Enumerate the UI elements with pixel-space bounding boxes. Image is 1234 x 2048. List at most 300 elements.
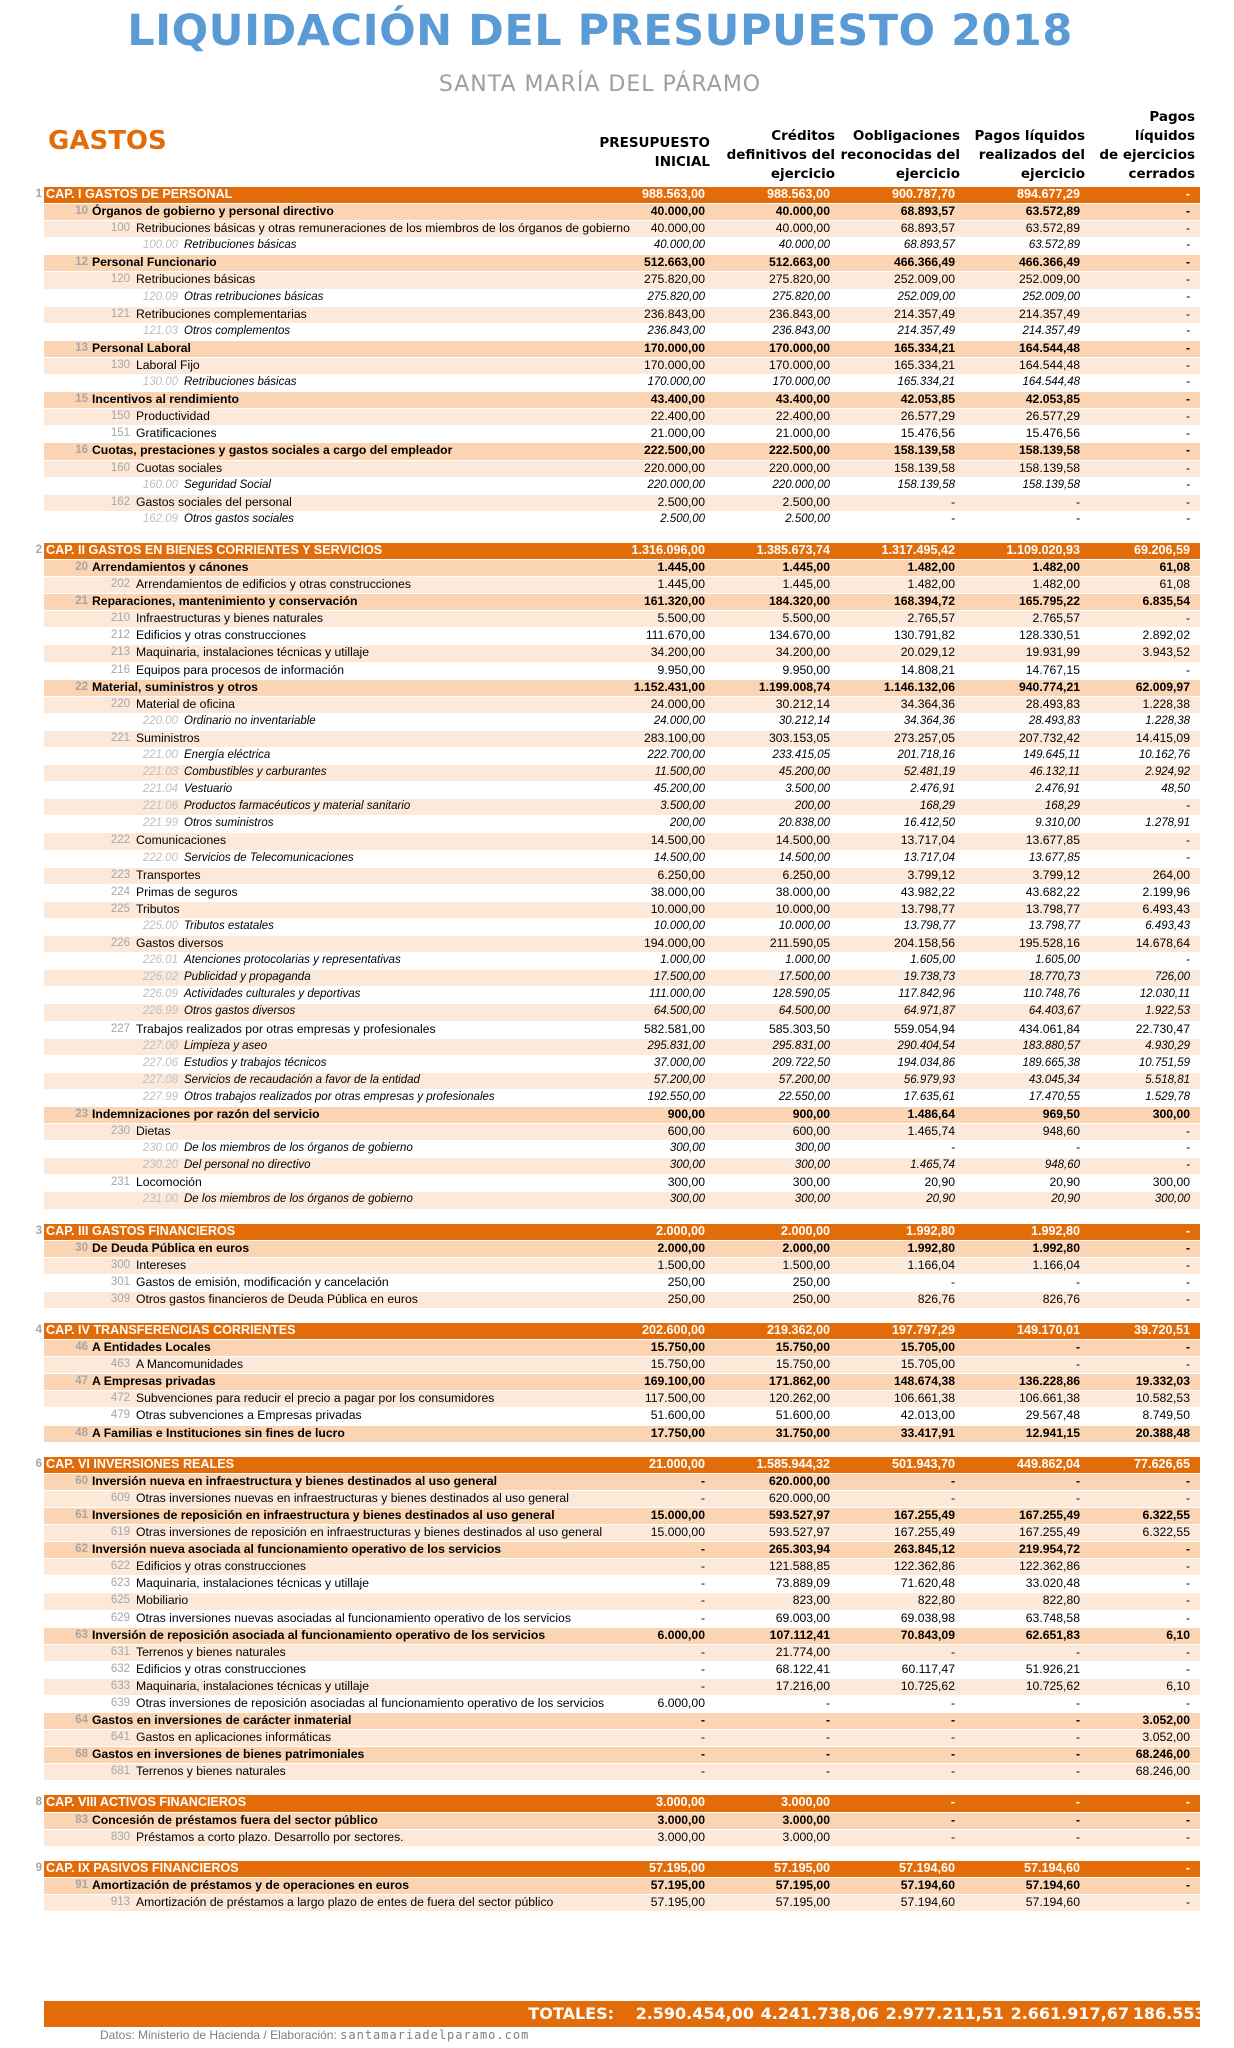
row-label: Servicios de Telecomunicaciones (184, 851, 354, 864)
row-label: Otros gastos sociales (184, 512, 294, 525)
row-code: 8 (35, 1796, 42, 1809)
subconcept-row (0, 323, 1200, 340)
subconcept-row (0, 850, 1200, 867)
row-value: - (1185, 1473, 1190, 1488)
row-value: 988.563,00 (641, 187, 705, 201)
row-value: 900,00 (667, 1106, 705, 1121)
row-value: 26.577,29 (1025, 409, 1080, 424)
row-value: 197.797,29 (891, 1323, 955, 1337)
subconcept-row (0, 1089, 1200, 1106)
row-value: 43.045,34 (1028, 1073, 1080, 1086)
row-value: 1.152.431,00 (633, 679, 705, 694)
header-pagos-liquidos-ejercicio: Pagos líquidos realizados del ejercicio (974, 128, 1085, 182)
row-value: 63.572,89 (1025, 204, 1080, 219)
row-label: Otras retribuciones básicas (184, 290, 324, 303)
row-value: 1.445,00 (657, 577, 705, 592)
row-value: 3.000,00 (657, 1812, 705, 1827)
row-value: 252.009,00 (897, 290, 955, 303)
row-value: 264,00 (1152, 867, 1190, 882)
row-label: CAP. VI INVERSIONES REALES (46, 1456, 235, 1471)
row-value: 4.930,29 (1145, 1039, 1190, 1052)
row-label: Edificios y otras construcciones (136, 1559, 307, 1574)
row-value: - (1186, 290, 1190, 303)
row-value: 68.893,57 (900, 221, 955, 236)
row-value: 200,00 (794, 800, 830, 813)
row-value: 33.417,91 (900, 1425, 955, 1440)
row-code: 202 (110, 578, 130, 591)
row-value: 169.100,00 (644, 1374, 705, 1389)
row-code: 227 (110, 1022, 130, 1035)
row-value: 222.700,00 (647, 749, 705, 761)
row-value: 219.362,00 (766, 1323, 830, 1337)
row-value: 73.889,09 (775, 1576, 830, 1591)
row-value: 121.588,85 (769, 1559, 830, 1574)
row-value: 620.000,00 (769, 1490, 830, 1505)
concept-row (0, 1763, 1200, 1780)
row-value: 1.992,80 (1030, 1223, 1080, 1238)
row-value: - (1186, 800, 1190, 813)
row-value: 15.705,00 (900, 1357, 955, 1372)
row-label: Tributos estatales (184, 919, 274, 932)
row-value: 559.054,94 (894, 1021, 955, 1036)
row-code: 6 (35, 1457, 42, 1470)
row-value: - (950, 1747, 955, 1762)
row-label: Reparaciones, mantenimiento y conservación (92, 594, 358, 609)
row-value: 303.153,05 (769, 730, 830, 745)
row-label: Maquinaria, instalaciones técnicas y utillaje (136, 1678, 370, 1693)
row-value: 22.400,00 (650, 409, 705, 424)
row-value: 263.845,12 (894, 1542, 955, 1557)
row-value: 600,00 (667, 1124, 705, 1139)
row-label: Atenciones protocolarias y representativas (184, 954, 401, 967)
row-value: 167.255,49 (1019, 1507, 1080, 1522)
row-code: 639 (110, 1696, 130, 1709)
row-value: - (1186, 1159, 1190, 1172)
row-value: 14.500,00 (650, 833, 705, 848)
row-value: - (700, 1644, 705, 1659)
row-value: 57.194,60 (900, 1894, 955, 1909)
row-label: Laboral Fijo (136, 357, 200, 372)
row-value: 71.620,48 (900, 1576, 955, 1591)
row-value: - (1185, 443, 1190, 458)
row-value: 10.000,00 (650, 901, 705, 916)
concept-row (0, 494, 1200, 511)
row-code: 226 (110, 937, 130, 950)
row-value: - (1185, 272, 1190, 287)
row-code: 221.04 (142, 783, 178, 796)
row-value: 64.500,00 (653, 1005, 705, 1018)
concept-row (0, 1661, 1200, 1678)
row-value: 6.493,43 (1145, 919, 1190, 932)
row-label: Material de oficina (136, 696, 235, 711)
row-code: 623 (110, 1577, 130, 1590)
row-value: 63.572,89 (1028, 239, 1080, 252)
row-value: 1.500,00 (782, 1257, 830, 1272)
row-label: Infraestructuras y bienes naturales (136, 611, 323, 626)
row-code: 162.09 (142, 512, 178, 525)
row-code: 224 (110, 885, 130, 898)
row-value: 1.166,04 (907, 1257, 955, 1272)
row-code: 10 (75, 205, 88, 218)
header-creditos-definitivos: Créditos definitivos del ejercicio (726, 128, 835, 182)
article-row (0, 1507, 1200, 1524)
row-value: 13.798,77 (1025, 901, 1080, 916)
row-code: 641 (110, 1731, 130, 1744)
row-label: Gastos en inversiones de bienes patrimoniales (92, 1747, 365, 1762)
row-value: 37.000,00 (653, 1056, 705, 1069)
row-value: - (1186, 478, 1190, 491)
row-value: 5.500,00 (782, 611, 830, 626)
row-value: - (700, 1678, 705, 1693)
row-value: 21.774,00 (775, 1644, 830, 1659)
row-value: - (1185, 204, 1190, 219)
row-value: - (1185, 1894, 1190, 1909)
row-value: 165.334,21 (894, 340, 955, 355)
row-value: 252.009,00 (1022, 290, 1080, 303)
row-value: 117.842,96 (898, 988, 955, 1001)
row-value: 148.674,38 (894, 1374, 955, 1389)
totals-value: 2.661.917,67 (1010, 2004, 1129, 2023)
row-value: 194.000,00 (644, 936, 705, 951)
row-value: 33.020,48 (1025, 1576, 1080, 1591)
row-value: - (1186, 512, 1190, 525)
row-value: 275.820,00 (647, 290, 705, 303)
row-value: 290.404,54 (897, 1039, 955, 1052)
row-value: - (700, 1490, 705, 1505)
row-value: 15.750,00 (775, 1357, 830, 1372)
row-value: 56.979,93 (903, 1073, 955, 1086)
article-row (0, 1627, 1200, 1644)
row-label: A Mancomunidades (136, 1357, 244, 1372)
row-code: 9 (35, 1861, 42, 1874)
concept-row (0, 832, 1200, 849)
row-label: Gastos sociales del personal (136, 494, 292, 509)
row-value: 6.000,00 (657, 1627, 705, 1642)
row-code: 227.99 (142, 1090, 178, 1103)
chapter-row (0, 186, 1200, 203)
concept-row (0, 1356, 1200, 1373)
row-label: Otras inversiones nuevas en infraestructuras y bienes destinados al uso general (136, 1490, 569, 1505)
row-value: 117.500,00 (644, 1391, 705, 1406)
row-value: 57.194,60 (1025, 1894, 1080, 1909)
row-value: 15.750,00 (650, 1357, 705, 1372)
row-value: 40.000,00 (775, 221, 830, 236)
concept-row (0, 576, 1200, 593)
row-value: 10.751,59 (1138, 1056, 1190, 1069)
row-value: 295.831,00 (647, 1039, 705, 1052)
row-label: A Empresas privadas (92, 1374, 216, 1389)
subconcept-row (0, 1191, 1200, 1208)
subconcept-row (0, 1072, 1200, 1089)
row-value: 19.738,73 (903, 971, 955, 984)
row-value: 69.038,98 (900, 1610, 955, 1625)
concept-row (0, 1575, 1200, 1592)
row-value: 1.317.495,42 (881, 542, 955, 557)
row-code: 226.99 (142, 1005, 178, 1018)
row-value: - (825, 1730, 830, 1745)
row-value: 1.465,74 (907, 1124, 955, 1139)
row-value: 220.000,00 (647, 478, 705, 491)
row-value: 822,80 (917, 1593, 955, 1608)
row-value: 512.663,00 (644, 255, 705, 270)
row-label: De Deuda Pública en euros (92, 1240, 250, 1255)
row-value: 167.255,49 (1019, 1525, 1080, 1540)
row-code: 301 (110, 1275, 130, 1288)
concept-row (0, 662, 1200, 679)
row-label: Edificios y otras construcciones (136, 1661, 307, 1676)
concept-row (0, 1291, 1200, 1308)
row-value: - (1185, 1340, 1190, 1355)
row-value: - (1185, 1559, 1190, 1574)
row-value: - (1185, 1610, 1190, 1625)
row-value: 1.000,00 (660, 954, 705, 967)
row-value: - (1186, 376, 1190, 389)
row-value: 38.000,00 (650, 884, 705, 899)
row-label: Transportes (136, 867, 201, 882)
row-value: 1.278,91 (1145, 817, 1190, 830)
row-code: 160 (110, 461, 130, 474)
totals-value: 2.590.454,00 (635, 2004, 754, 2023)
row-value: - (950, 1713, 955, 1728)
subconcept-row (0, 1038, 1200, 1055)
row-code: 220.00 (142, 714, 178, 727)
row-value: 219.954,72 (1019, 1542, 1080, 1557)
article-row (0, 391, 1200, 408)
row-value: 275.820,00 (769, 272, 830, 287)
row-label: Retribuciones básicas (184, 239, 297, 252)
row-value: 164.544,48 (1019, 357, 1080, 372)
row-value: 51.600,00 (775, 1408, 830, 1423)
row-value: 68.246,00 (1135, 1764, 1190, 1779)
row-value: 948,60 (1042, 1124, 1080, 1139)
row-label: CAP. VIII ACTIVOS FINANCIEROS (46, 1795, 247, 1810)
subconcept-row (0, 918, 1200, 935)
row-label: Otros gastos financieros de Deuda Pública en euros (136, 1291, 418, 1306)
row-value: 3.000,00 (782, 1829, 830, 1844)
row-value: - (1075, 1695, 1080, 1710)
row-value: 28.493,83 (1028, 714, 1080, 727)
concept-row (0, 1729, 1200, 1746)
row-value: 170.000,00 (644, 357, 705, 372)
row-value: 969,50 (1042, 1106, 1080, 1121)
concept-row (0, 425, 1200, 442)
row-value: 1.199.008,74 (758, 679, 830, 694)
row-value: 57.195,00 (773, 1860, 830, 1875)
row-value: 17.635,61 (903, 1090, 955, 1103)
row-label: Gastos en aplicaciones informáticas (136, 1730, 332, 1745)
article-row (0, 442, 1200, 459)
row-value: 2.000,00 (780, 1223, 830, 1238)
row-value: - (1185, 1257, 1190, 1272)
row-value: 158.139,58 (1022, 478, 1080, 491)
row-value: - (700, 1576, 705, 1591)
row-value: - (1185, 1829, 1190, 1844)
row-label: Publicidad y propaganda (184, 971, 311, 984)
row-code: 150 (110, 410, 130, 423)
row-value: 128.330,51 (1019, 628, 1080, 643)
row-value: 20,90 (1051, 1193, 1080, 1206)
row-value: 1.228,38 (1145, 714, 1190, 727)
row-label: Otras inversiones de reposición asociadas al funcionamiento operativo de los servicios (136, 1695, 605, 1710)
row-value: 57.194,60 (898, 1860, 955, 1875)
row-label: Actividades culturales y deportivas (184, 988, 361, 1001)
row-value: 192.550,00 (647, 1090, 705, 1103)
row-value: 202.600,00 (641, 1323, 705, 1337)
row-value: 252.009,00 (894, 272, 955, 287)
row-label: Productos farmacéuticos y material sanitario (184, 800, 411, 813)
row-value: - (1075, 1730, 1080, 1745)
row-value: 222.500,00 (644, 443, 705, 458)
row-value: 21.000,00 (650, 426, 705, 441)
row-value: 15.750,00 (650, 1340, 705, 1355)
row-value: 19.931,99 (1025, 645, 1080, 660)
row-value: 183.880,57 (1022, 1039, 1080, 1052)
row-value: 136.228,86 (1019, 1374, 1080, 1389)
row-value: 826,76 (917, 1291, 955, 1306)
row-value: 6.250,00 (657, 867, 705, 882)
row-value: - (1075, 1357, 1080, 1372)
row-value: 10.000,00 (653, 919, 705, 932)
row-value: 5.518,81 (1145, 1073, 1190, 1086)
row-value: 1.482,00 (1032, 559, 1080, 574)
row-value: 57.194,60 (900, 1877, 955, 1892)
row-value: - (950, 1829, 955, 1844)
row-code: 120.09 (142, 290, 178, 303)
row-value: 3.500,00 (660, 800, 705, 813)
row-value: 6,10 (1166, 1678, 1190, 1693)
row-value: 170.000,00 (647, 376, 705, 389)
row-value: 20,90 (926, 1193, 955, 1206)
row-code: 91 (75, 1878, 88, 1891)
row-label: Productividad (136, 409, 210, 424)
spacer-row (0, 528, 1200, 542)
totals-row (44, 2001, 1234, 2027)
subconcept-row (0, 781, 1200, 798)
row-value: 52.481,19 (903, 766, 955, 779)
row-value: 236.843,00 (647, 324, 705, 337)
row-value: 2.500,00 (657, 494, 705, 509)
row-value: 24.000,00 (650, 696, 705, 711)
row-value: 200,00 (669, 817, 705, 830)
row-value: 220.000,00 (644, 460, 705, 475)
row-value: 21.000,00 (775, 426, 830, 441)
row-value: 6.835,54 (1142, 594, 1190, 609)
row-code: 100.00 (142, 239, 178, 252)
row-value: 1.992,80 (1032, 1240, 1080, 1255)
spacer-row (0, 1209, 1200, 1223)
row-code: 162 (110, 495, 130, 508)
row-value: 822,80 (1042, 1593, 1080, 1608)
row-label: CAP. I GASTOS DE PERSONAL (46, 187, 233, 201)
row-value: 14.500,00 (778, 851, 830, 864)
row-value: 170.000,00 (769, 340, 830, 355)
row-value: 22.550,00 (778, 1090, 830, 1103)
row-value: 201.718,16 (897, 749, 955, 761)
row-value: 69.003,00 (775, 1610, 830, 1625)
row-value: 57.195,00 (648, 1860, 705, 1875)
row-value: 250,00 (792, 1291, 830, 1306)
source-site: santamariadelparamo.com (340, 2028, 530, 2042)
concept-row (0, 1390, 1200, 1407)
row-value: 1.000,00 (785, 954, 830, 967)
row-code: 68 (75, 1748, 88, 1761)
concept-row (0, 306, 1200, 323)
row-code: 213 (110, 646, 130, 659)
row-value: 194.034,86 (897, 1056, 955, 1069)
row-value: 122.362,86 (894, 1559, 955, 1574)
row-code: 221.03 (142, 766, 178, 779)
row-value: 15.750,00 (775, 1340, 830, 1355)
article-row (0, 1106, 1200, 1123)
row-value: 68.122,41 (775, 1661, 830, 1676)
row-value: - (950, 1473, 955, 1488)
row-value: 207.732,42 (1019, 730, 1080, 745)
row-value: 171.862,00 (769, 1374, 830, 1389)
row-value: 449.862,04 (1016, 1456, 1080, 1471)
row-code: 230.00 (142, 1142, 178, 1155)
row-value: 168.394,72 (894, 594, 955, 609)
row-code: 226.09 (142, 988, 178, 1001)
row-value: 13.798,77 (900, 901, 955, 916)
row-value: 120.262,00 (769, 1391, 830, 1406)
row-value: 17.216,00 (775, 1678, 830, 1693)
row-value: 42.013,00 (900, 1408, 955, 1423)
page-subtitle: SANTA MARÍA DEL PÁRAMO (438, 72, 762, 97)
subconcept-row (0, 289, 1200, 306)
row-value: - (1185, 1223, 1190, 1238)
row-value: 31.750,00 (775, 1425, 830, 1440)
row-label: Inversión nueva en infraestructura y bienes destinados al uso general (92, 1473, 498, 1488)
row-code: 62 (75, 1543, 88, 1556)
row-label: Arrendamientos de edificios y otras construcciones (136, 577, 412, 592)
row-value: 57.195,00 (775, 1877, 830, 1892)
row-code: 619 (110, 1526, 130, 1539)
row-value: 57.194,60 (1025, 1877, 1080, 1892)
row-value: 1.486,64 (907, 1106, 955, 1121)
row-code: 221.99 (142, 817, 178, 830)
row-value: 158.139,58 (1019, 460, 1080, 475)
row-label: Indemnizaciones por razón del servicio (92, 1106, 320, 1121)
row-value: 15.000,00 (650, 1525, 705, 1540)
row-value: - (1075, 1274, 1080, 1289)
row-value: - (1185, 426, 1190, 441)
row-value: 14.678,64 (1135, 936, 1190, 951)
row-value: 165.334,21 (894, 357, 955, 372)
row-code: 463 (110, 1358, 130, 1371)
row-value: 501.943,70 (891, 1456, 955, 1471)
concept-row (0, 1274, 1200, 1291)
row-code: 47 (75, 1375, 88, 1388)
row-label: Tributos (136, 901, 180, 916)
row-value: - (700, 1559, 705, 1574)
concept-row (0, 1558, 1200, 1575)
row-value: 149.170,01 (1016, 1323, 1080, 1337)
row-label: Vestuario (184, 783, 233, 796)
row-value: 168,29 (1044, 800, 1080, 813)
row-value: 593.527,97 (769, 1507, 830, 1522)
row-value: 211.590,05 (769, 936, 830, 951)
row-value: - (1185, 340, 1190, 355)
row-value: 1.482,00 (907, 559, 955, 574)
row-value: 2.199,96 (1142, 884, 1190, 899)
row-value: 34.200,00 (775, 645, 830, 660)
section-title: GASTOS (48, 126, 167, 156)
totals-label: TOTALES: (528, 2004, 614, 2023)
concept-row (0, 220, 1200, 237)
row-value: 22.400,00 (775, 409, 830, 424)
row-code: 130.00 (142, 376, 178, 389)
row-value: 20,90 (1049, 1175, 1080, 1190)
